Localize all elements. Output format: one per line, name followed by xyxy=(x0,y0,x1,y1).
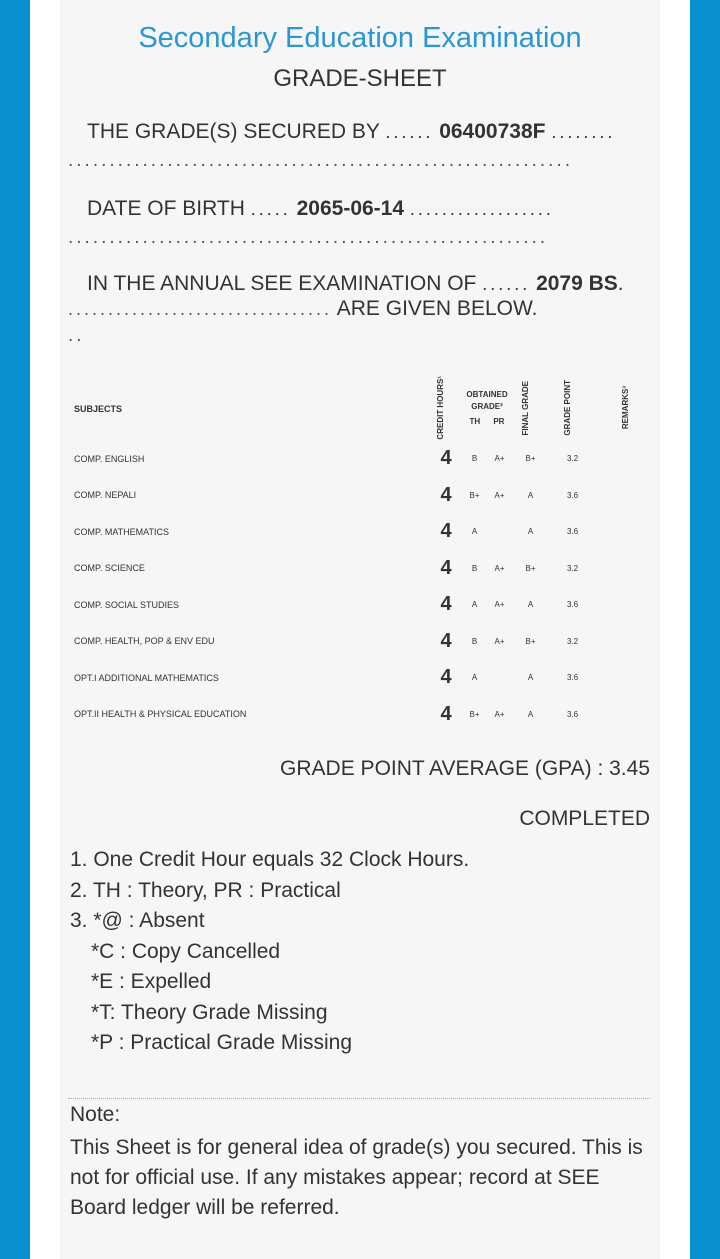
note-body: This Sheet is for general idea of grade(s) you secured. This is not for official use. If any mistakes appear; record at SEE Board ledger will be referred. xyxy=(70,1136,643,1219)
credit-hours: 4 xyxy=(440,556,452,579)
th-grade: A xyxy=(471,673,478,683)
table-row xyxy=(68,587,658,624)
credit-hours: 4 xyxy=(440,447,452,470)
footnote-item: *C : Copy Cancelled xyxy=(91,939,281,963)
table-row xyxy=(68,550,658,587)
table-row xyxy=(68,477,658,514)
table-row xyxy=(68,514,658,551)
th-grade: B xyxy=(471,636,478,646)
credit-hours: 4 xyxy=(440,483,452,506)
th-grade: A xyxy=(471,600,478,610)
final-grade: A xyxy=(527,709,534,719)
footnote-item: *E : Expelled xyxy=(91,970,212,993)
subject-name: OPT.I ADDITIONAL MATHEMATICS xyxy=(74,672,219,683)
right-blue-border xyxy=(690,0,720,1259)
secured-by-label: THE GRADE(S) SECURED BY xyxy=(87,120,380,143)
given-below-text: ARE GIVEN BELOW xyxy=(336,297,532,320)
subject-name: COMP. SCIENCE xyxy=(74,563,145,574)
final-grade: B+ xyxy=(525,563,536,573)
th-grade: A xyxy=(471,527,478,537)
date-of-birth: 2065-06-14 xyxy=(296,197,405,220)
remarks xyxy=(596,550,658,587)
credit-hours-header: CREDIT HOURS¹ xyxy=(436,376,445,440)
gpa-value: 3.45 xyxy=(609,757,650,780)
completion-status: COMPLETED xyxy=(519,807,650,830)
final-grade: B+ xyxy=(525,636,536,646)
obtained-grade-header: OBTAINED GRADE² TH PR xyxy=(466,390,508,427)
footnote-item: *P : Practical Grade Missing xyxy=(91,1031,353,1054)
final-grade: A xyxy=(527,527,534,537)
pr-grade: A+ xyxy=(494,600,505,610)
th-grade: B xyxy=(471,454,478,464)
exam-label: IN THE ANNUAL SEE EXAMINATION OF xyxy=(87,272,477,295)
dob-line: DATE OF BIRTH ..... 2065-06-14 .................. xyxy=(87,197,554,220)
pr-grade: A+ xyxy=(494,709,505,719)
credit-hours: 4 xyxy=(440,702,452,725)
final-grade: B+ xyxy=(525,454,536,464)
subject-name: COMP. ENGLISH xyxy=(74,453,145,464)
final-grade-header: FINAL GRADE xyxy=(520,380,530,436)
grade-point: 3.6 xyxy=(566,709,579,719)
final-grade: A xyxy=(527,490,534,500)
remarks xyxy=(596,514,658,551)
table-row xyxy=(68,696,658,733)
subjects-header: SUBJECTS xyxy=(74,403,123,414)
subject-name: COMP. MATHEMATICS xyxy=(74,526,170,537)
table-row xyxy=(68,623,658,660)
credit-hours: 4 xyxy=(440,666,452,689)
footnote-item: 2. TH : Theory, PR : Practical xyxy=(70,878,341,902)
left-blue-border xyxy=(0,0,30,1259)
credit-hours: 4 xyxy=(440,520,452,543)
grade-point-header: GRADE POINT xyxy=(562,380,572,436)
pr-grade: A+ xyxy=(494,490,505,500)
credit-hours: 4 xyxy=(440,593,452,616)
th-header: TH xyxy=(469,417,481,427)
final-grade: A xyxy=(527,600,534,610)
remarks xyxy=(596,696,658,733)
th-grade: B+ xyxy=(469,490,480,500)
final-grade: A xyxy=(527,673,534,683)
table-row xyxy=(68,441,658,478)
remarks xyxy=(596,660,658,697)
dotted-filler: .......................................................... xyxy=(68,227,549,248)
footnote-item: 1. One Credit Hour equals 32 Clock Hours. xyxy=(70,848,470,871)
footnotes xyxy=(70,845,469,1059)
pr-grade: A+ xyxy=(494,454,505,464)
exam-title: Secondary Education Examination xyxy=(138,22,582,54)
sheet-subtitle: GRADE-SHEET xyxy=(273,65,447,92)
footnote-item: *T: Theory Grade Missing xyxy=(91,1000,328,1024)
grade-point: 3.6 xyxy=(566,673,579,683)
grade-point: 3.2 xyxy=(566,636,579,646)
grade-point: 3.6 xyxy=(566,490,579,500)
remarks xyxy=(596,441,658,478)
remarks xyxy=(596,477,658,514)
exam-year: 2079 BS xyxy=(536,272,618,295)
table-row xyxy=(68,660,658,697)
remarks-header: REMARKS³ xyxy=(621,386,630,430)
footnote-item: 3. *@ : Absent xyxy=(70,909,205,932)
given-below-line: ................................. ARE GIVEN BELOW. xyxy=(68,297,538,320)
subject-name: COMP. HEALTH, POP & ENV EDU xyxy=(74,636,215,647)
subject-name: COMP. NEPALI xyxy=(74,490,137,501)
th-grade: B xyxy=(471,563,478,573)
remarks xyxy=(596,623,658,660)
symbol-number: 06400738F xyxy=(439,120,546,143)
dotted-filler: .. xyxy=(68,325,85,346)
subject-name: OPT.II HEALTH & PHYSICAL EDUCATION xyxy=(74,709,247,720)
gpa-label: GRADE POINT AVERAGE (GPA) : xyxy=(280,757,604,780)
pr-grade xyxy=(487,660,512,697)
th-grade: B+ xyxy=(469,709,480,719)
pr-header: PR xyxy=(493,417,505,427)
grades-table xyxy=(68,375,658,733)
secured-by-line: THE GRADE(S) SECURED BY ...... 06400738F ........ xyxy=(87,120,616,143)
pr-grade: A+ xyxy=(494,636,505,646)
exam-line: IN THE ANNUAL SEE EXAMINATION OF ...... 2079 BS. xyxy=(87,272,624,295)
subject-name: COMP. SOCIAL STUDIES xyxy=(74,599,180,610)
note-heading: Note: xyxy=(70,1103,121,1126)
credit-hours: 4 xyxy=(440,629,452,652)
pr-grade xyxy=(487,514,512,551)
grade-point: 3.2 xyxy=(566,454,579,464)
dotted-filler: ............................................................. xyxy=(68,150,574,171)
gpa-line xyxy=(280,757,650,781)
remarks xyxy=(596,587,658,624)
dob-label: DATE OF BIRTH xyxy=(87,197,245,220)
grade-point: 3.2 xyxy=(566,563,579,573)
pr-grade: A+ xyxy=(494,563,505,573)
grade-point: 3.6 xyxy=(566,527,579,537)
grade-point: 3.6 xyxy=(566,600,579,610)
divider xyxy=(68,1098,650,1099)
